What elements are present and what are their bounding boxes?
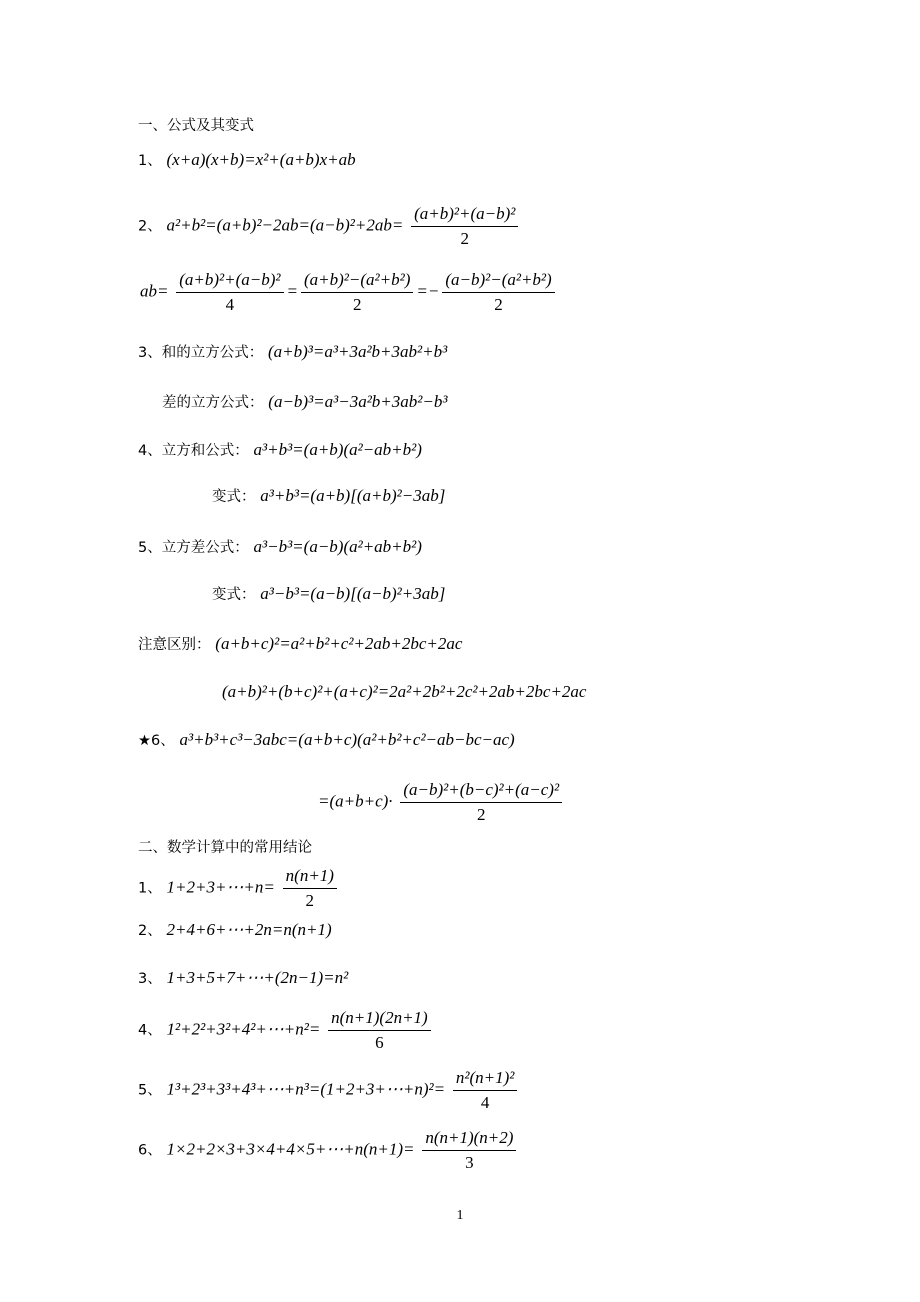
formula-expr: a³+b³=(a+b)(a²−ab+b²) <box>253 440 422 459</box>
section-title-conclusions: 二、数学计算中的常用结论 <box>138 840 312 856</box>
formula-expr: (a+b+c)²=a²+b²+c²+2ab+2bc+2ac <box>215 634 463 653</box>
fraction-denominator: 4 <box>480 1093 490 1112</box>
item-label: 2、 <box>138 218 162 235</box>
fraction-numerator: (a−b)²+(b−c)²+(a−c)² <box>400 778 562 803</box>
formula-expr: a³+b³=(a+b)[(a+b)²−3ab] <box>260 486 446 505</box>
fraction <box>453 1066 518 1115</box>
fraction-denominator: 2 <box>460 229 469 248</box>
formula-expr: 1³+2³+3³+4³+⋯+n³=(1+2+3+⋯+n)²= <box>166 1079 446 1099</box>
formula-5-variant <box>212 584 445 605</box>
formula-expr: a³+b³+c³−3abc=(a+b+c)(a²+b²+c²−ab−bc−ac) <box>179 730 515 749</box>
formula-expr: (a+b)³=a³+3a²b+3ab²+b³ <box>268 342 448 361</box>
fraction-numerator: n(n+1)(n+2) <box>422 1126 516 1151</box>
fraction <box>442 268 554 317</box>
conclusion-4 <box>138 1006 434 1055</box>
fraction <box>283 864 337 913</box>
page-number: 1 <box>456 1208 464 1223</box>
fraction-denominator: 4 <box>225 295 235 314</box>
formula-6-continued <box>318 778 565 827</box>
conclusion-5 <box>138 1066 520 1115</box>
fraction-denominator: 2 <box>305 891 315 910</box>
formula-3-diff-cube <box>162 392 447 413</box>
formula-expr: 1²+2²+3²+4²+⋯+n²= <box>166 1019 321 1039</box>
fraction-numerator: (a−b)²−(a²+b²) <box>442 268 554 293</box>
formula-expr: (a+b)²+(b+c)²+(a+c)²=2a²+2b²+2c²+2ab+2bc+2ac <box>222 682 587 701</box>
formula-2 <box>138 202 521 251</box>
formula-4-variant <box>212 486 445 507</box>
fraction-denominator: 2 <box>494 295 503 314</box>
item-label: 1、 <box>138 153 162 169</box>
formula-expr: 1+3+5+7+⋯+(2n−1)=n² <box>166 968 349 987</box>
fraction-denominator: 3 <box>465 1153 474 1172</box>
fraction <box>301 268 413 317</box>
fraction-numerator: (a+b)²+(a−b)² <box>176 268 283 293</box>
item-label: ★6、 <box>138 733 175 749</box>
fraction-denominator: 2 <box>352 295 362 314</box>
item-label: 6、 <box>138 1142 162 1159</box>
fraction <box>400 778 562 827</box>
fraction-numerator: n(n+1) <box>283 864 337 889</box>
formula-note <box>138 634 462 655</box>
conclusion-6 <box>138 1126 519 1175</box>
formula-6 <box>138 730 515 751</box>
item-label: 差的立方公式： <box>162 395 264 411</box>
section-title-formulas: 一、公式及其变式 <box>138 118 254 134</box>
formula-expr: (x+a)(x+b)=x²+(a+b)x+ab <box>166 150 356 169</box>
fraction-numerator: n²(n+1)² <box>453 1066 518 1091</box>
fraction-numerator: (a+b)²+(a−b)² <box>411 202 518 227</box>
equals-sign: = <box>286 281 299 301</box>
formula-note-2 <box>222 682 586 702</box>
fraction-denominator: 2 <box>476 805 486 824</box>
item-label: 2、 <box>138 923 162 939</box>
item-label: 5、 <box>138 1082 162 1099</box>
formula-expr: 1×2+2×3+3×4+4×5+⋯+n(n+1)= <box>166 1139 415 1159</box>
fraction-numerator: (a+b)²−(a²+b²) <box>301 268 413 293</box>
conclusion-2 <box>138 920 332 941</box>
formula-expr: a²+b²=(a+b)²−2ab=(a−b)²+2ab= <box>166 215 404 235</box>
formula-expr: a³−b³=(a−b)[(a−b)²+3ab] <box>260 584 446 603</box>
conclusion-3 <box>138 968 348 989</box>
item-label: 3、 <box>138 971 162 987</box>
fraction <box>422 1126 516 1175</box>
equals-minus-sign: =− <box>416 281 440 301</box>
fraction <box>411 202 518 251</box>
formula-expr: 1+2+3+⋯+n= <box>166 877 275 897</box>
item-label: 变式： <box>212 587 256 603</box>
fraction-denominator: 6 <box>375 1033 384 1052</box>
fraction <box>328 1006 431 1055</box>
formula-3-sum-cube <box>138 342 447 363</box>
formula-5-diff-of-cubes <box>138 537 422 558</box>
formula-4-sum-of-cubes <box>138 440 422 461</box>
formula-expr: 2+4+6+⋯+2n=n(n+1) <box>166 920 332 939</box>
conclusion-1 <box>138 864 340 913</box>
fraction-numerator: n(n+1)(2n+1) <box>328 1006 431 1031</box>
formula-expr: a³−b³=(a−b)(a²+ab+b²) <box>253 537 422 556</box>
item-label: 注意区别： <box>138 637 211 653</box>
fraction <box>176 268 283 317</box>
formula-expr: =(a+b+c)· <box>318 791 393 811</box>
formula-1 <box>138 150 356 171</box>
formula-expr: ab= <box>140 281 169 301</box>
item-label: 4、 <box>138 1022 162 1039</box>
formula-expr: (a−b)³=a³−3a²b+3ab²−b³ <box>268 392 448 411</box>
item-label: 3、和的立方公式： <box>138 345 264 361</box>
item-label: 变式： <box>212 489 256 505</box>
item-label: 5、立方差公式： <box>138 540 249 556</box>
item-label: 4、立方和公式： <box>138 443 249 459</box>
item-label: 1、 <box>138 880 162 897</box>
formula-2-ab <box>140 268 558 317</box>
